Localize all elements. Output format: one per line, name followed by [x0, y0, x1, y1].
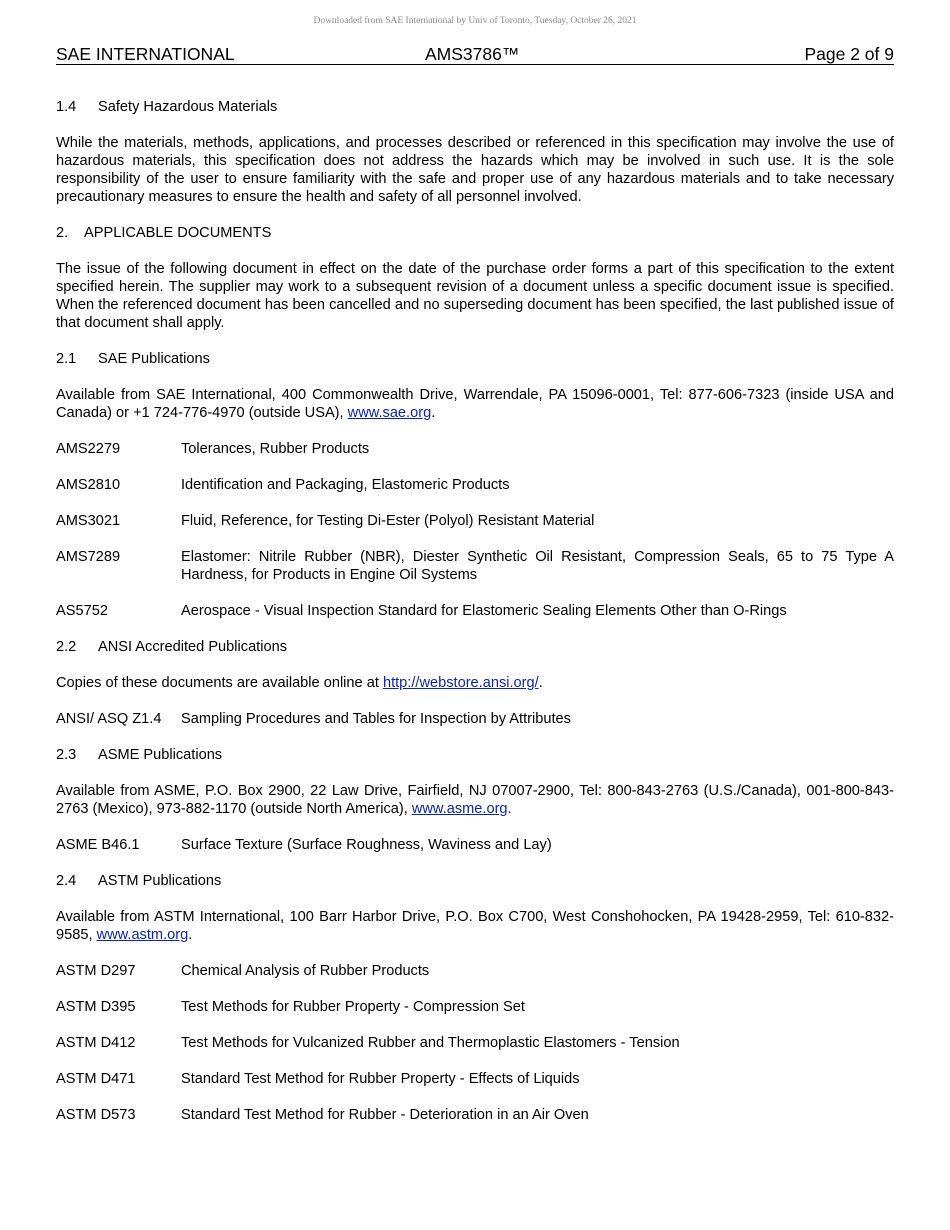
- reference-title: Surface Texture (Surface Roughness, Waviness and Lay): [181, 837, 552, 853]
- paragraph-text: Copies of these documents are available online at: [56, 675, 383, 691]
- section-paragraph: [56, 908, 894, 944]
- section-heading-2: [56, 224, 894, 242]
- asme-website-link[interactable]: www.asme.org: [411, 801, 508, 817]
- section-heading-2-3: [56, 746, 894, 764]
- paragraph-text: .: [188, 927, 193, 943]
- header-organization: SAE INTERNATIONAL: [56, 44, 235, 64]
- section-paragraph: [56, 674, 894, 692]
- section-number: 2.4: [56, 873, 77, 889]
- reference-title: Test Methods for Rubber Property - Compression Set: [181, 999, 525, 1015]
- reference-title: Aerospace - Visual Inspection Standard for Elastomeric Sealing Elements Other than O-Rings: [181, 603, 787, 619]
- reference-item: [56, 1034, 894, 1052]
- reference-code: AMS2279: [56, 441, 121, 457]
- reference-item: [56, 440, 894, 458]
- reference-title: Identification and Packaging, Elastomeric Products: [181, 477, 510, 493]
- reference-title: Fluid, Reference, for Testing Di-Ester (Polyol) Resistant Material: [181, 513, 595, 529]
- section-number: 2.3: [56, 747, 77, 763]
- section-title: SAE Publications: [98, 351, 210, 367]
- paragraph-text: Available from ASME, P.O. Box 2900, 22 Law Drive, Fairfield, NJ 07007-2900, Tel: 800-843-2763 (U.S./Canada), 001-800-843-2763 (Mexico), 973-882-1170 (outside North America),: [56, 783, 894, 817]
- section-heading-2-4: [56, 872, 894, 890]
- section-title: Safety Hazardous Materials: [98, 99, 278, 115]
- reference-item: [56, 548, 894, 584]
- page-header: [56, 44, 894, 65]
- paragraph-text: Available from SAE International, 400 Commonwealth Drive, Warrendale, PA 15096-0001, Tel: 877-606-7323 (inside USA and Canada) or +1 724-776-4970 (outside USA),: [56, 387, 894, 421]
- document-body: [56, 98, 894, 1142]
- section-heading-2-1: [56, 350, 894, 368]
- section-title: ANSI Accredited Publications: [98, 639, 288, 655]
- reference-code: AS5752: [56, 603, 108, 619]
- header-document-number: AMS3786™: [425, 44, 520, 64]
- section-paragraph: The issue of the following document in effect on the date of the purchase order forms a part of this specification to the extent specified herein. The supplier may work to a subsequent revision of a document unless a specific document issue is specified. When the referenced document has been cancelled and no superseding document has been specified, the last published issue of that document shall apply.: [56, 261, 894, 331]
- header-page-number: Page 2 of 9: [804, 44, 894, 64]
- section-paragraph: [56, 386, 894, 422]
- section-number: 2.1: [56, 351, 77, 367]
- reference-code: AMS2810: [56, 477, 121, 493]
- reference-code: ASTM D573: [56, 1107, 136, 1123]
- section-title: ASTM Publications: [98, 873, 222, 889]
- reference-code: ASTM D297: [56, 963, 136, 979]
- reference-code: AMS7289: [56, 549, 121, 565]
- reference-item: [56, 476, 894, 494]
- reference-item: [56, 512, 894, 530]
- astm-website-link[interactable]: www.astm.org: [96, 927, 189, 943]
- section-heading-1-4: [56, 98, 894, 116]
- reference-item: [56, 710, 894, 728]
- reference-title: Chemical Analysis of Rubber Products: [181, 963, 430, 979]
- reference-item: [56, 602, 894, 620]
- ansi-webstore-link[interactable]: http://webstore.ansi.org/: [382, 675, 539, 691]
- reference-title: Elastomer: Nitrile Rubber (NBR), Diester Synthetic Oil Resistant, Compression Seals, 65 to 75 Type A Hardness, for Products in Engine Oil Systems: [181, 549, 894, 583]
- reference-item: [56, 836, 894, 854]
- reference-title: Standard Test Method for Rubber - Deterioration in an Air Oven: [181, 1107, 589, 1123]
- reference-item: [56, 1070, 894, 1088]
- sae-website-link[interactable]: www.sae.org: [347, 405, 432, 421]
- reference-code: ASME B46.1: [56, 837, 140, 853]
- reference-item: [56, 998, 894, 1016]
- section-paragraph: While the materials, methods, applications, and processes described or referenced in this specification may involve the use of hazardous materials, this specification does not address the hazards which may be involved in such use. It is the sole responsibility of the user to ensure familiarity with the safe and proper use of any hazardous materials and to take necessary precautionary measures to ensure the health and safety of all personnel involved.: [56, 135, 894, 205]
- reference-item: [56, 1106, 894, 1124]
- paragraph-text: .: [538, 675, 543, 691]
- section-title: APPLICABLE DOCUMENTS: [84, 225, 272, 241]
- paragraph-text: .: [507, 801, 512, 817]
- section-paragraph: [56, 782, 894, 818]
- download-watermark: Downloaded from SAE International by Univ of Toronto, Tuesday, October 26, 2021: [313, 16, 637, 26]
- section-number: 1.4: [56, 99, 77, 115]
- reference-title: Tolerances, Rubber Products: [181, 441, 370, 457]
- reference-code: ASTM D395: [56, 999, 136, 1015]
- reference-code: ANSI/ ASQ Z1.4: [56, 711, 162, 727]
- reference-title: Standard Test Method for Rubber Property - Effects of Liquids: [181, 1071, 580, 1087]
- section-heading-2-2: [56, 638, 894, 656]
- reference-code: ASTM D412: [56, 1035, 136, 1051]
- paragraph-text: .: [431, 405, 436, 421]
- section-title: ASME Publications: [98, 747, 223, 763]
- reference-title: Test Methods for Vulcanized Rubber and Thermoplastic Elastomers - Tension: [181, 1035, 680, 1051]
- reference-title: Sampling Procedures and Tables for Inspection by Attributes: [181, 711, 571, 727]
- section-number: 2.: [56, 225, 69, 241]
- paragraph-text: Available from ASTM International, 100 Barr Harbor Drive, P.O. Box C700, West Conshohocken, PA 19428-2959, Tel: 610-832-9585,: [56, 909, 894, 943]
- reference-code: AMS3021: [56, 513, 121, 529]
- section-number: 2.2: [56, 639, 77, 655]
- reference-item: [56, 962, 894, 980]
- reference-code: ASTM D471: [56, 1071, 136, 1087]
